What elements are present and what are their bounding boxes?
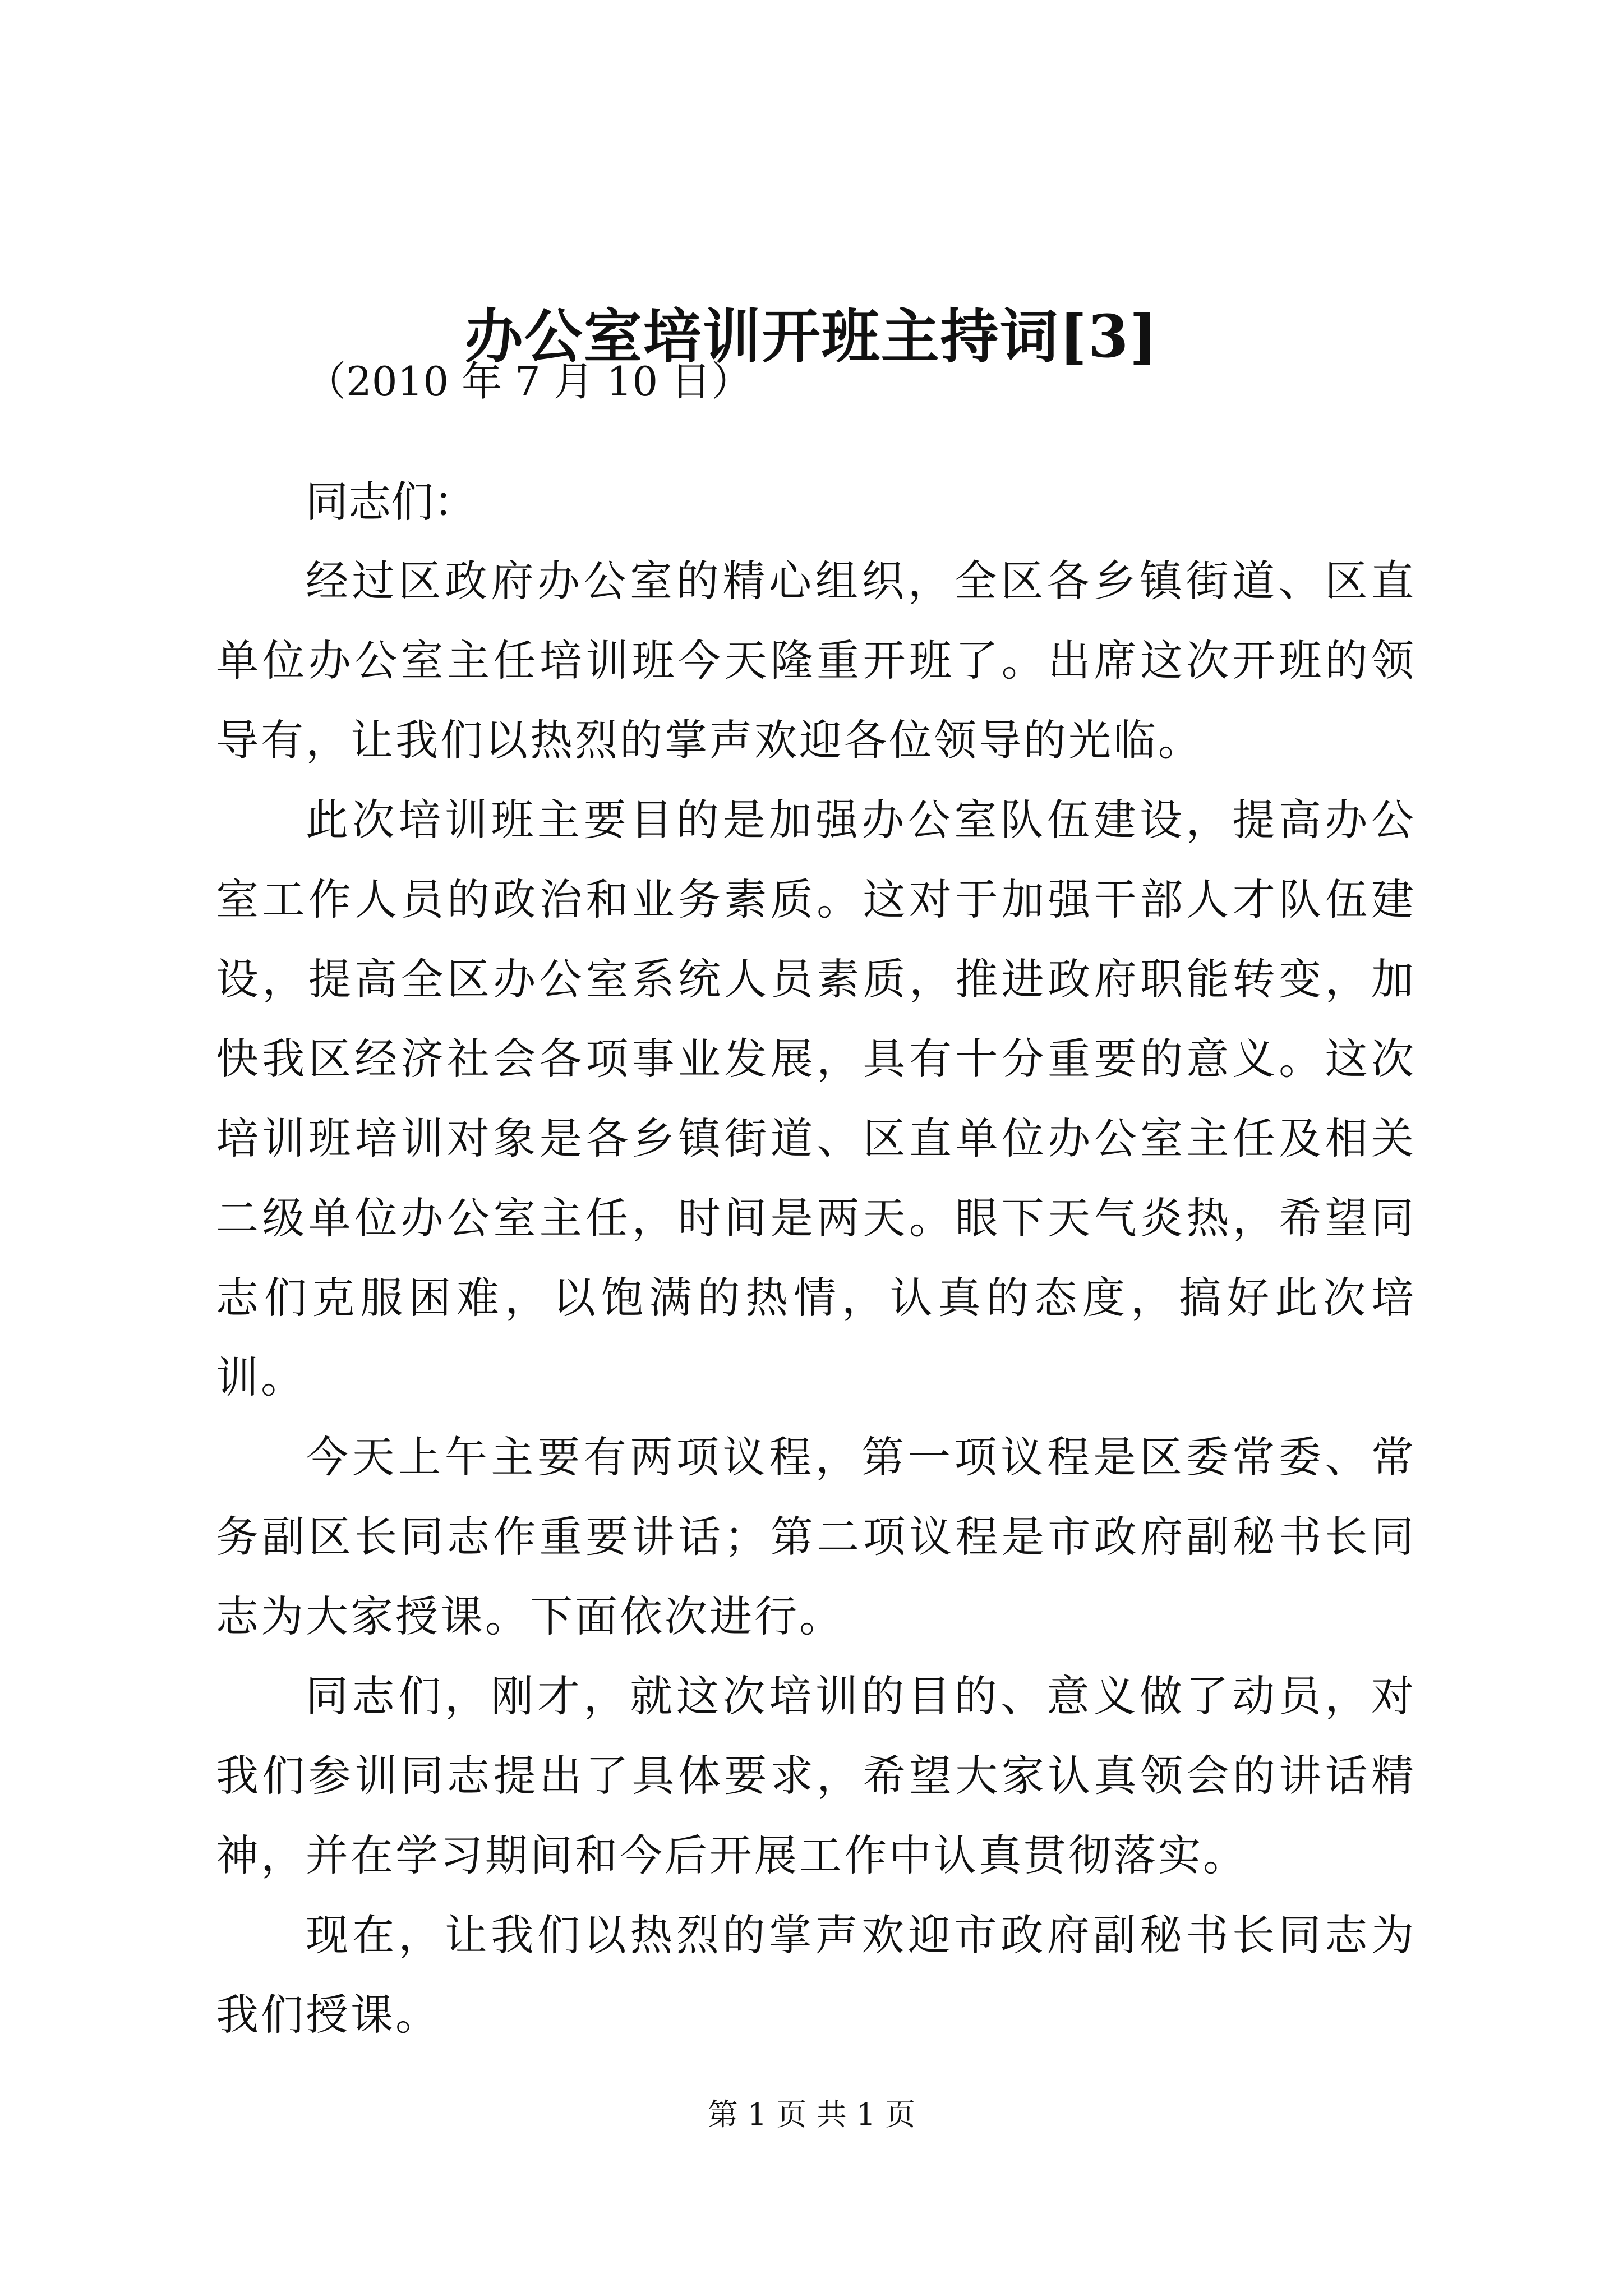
document-body [216, 541, 1416, 2055]
paragraph-agenda: 今天上午主要有两项议程，第一项议程是区委常委、常务副区长同志作重要讲话；第二项议程是市政府副秘书长同志为大家授课。下面依次进行。 [216, 1432, 1416, 1641]
salutation: 同志们： [306, 477, 476, 527]
paragraph-closing: 现在，让我们以热烈的掌声欢迎市政府副秘书长同志为我们授课。 [216, 1910, 1416, 2040]
document-date: （2010 年 7 月 10 日） [306, 358, 752, 405]
paragraph-purpose: 此次培训班主要目的是加强办公室队伍建设，提高办公室工作人员的政治和业务素质。这对于加强干部人才队伍建设，提高全区办公室系统人员素质，推进政府职能转变，加快我区经济社会各项事业发展，具有十分重要的意义。这次培训班培训对象是各乡镇街道、区直单位办公室主任及相关二级单位办公室主任，时间是两天。眼下天气炎热，希望同志们克服困难，以饱满的热情，认真的态度，搞好此次培训。 [216, 795, 1416, 1402]
document-title: 办公室培训开班主持词[3] [464, 302, 1159, 371]
paragraph-opening: 经过区政府办公室的精心组织，全区各乡镇街道、区直单位办公室主任培训班今天隆重开班了。出席这次开班的领导有，让我们以热烈的掌声欢迎各位领导的光临。 [216, 556, 1416, 765]
paragraph-summary: 同志们，刚才，就这次培训的目的、意义做了动员，对我们参训同志提出了具体要求，希望大家认真领会的讲话精神，并在学习期间和今后开展工作中认真贯彻落实。 [216, 1671, 1416, 1880]
page-footer: 第 1 页 共 1 页 [707, 2097, 916, 2132]
